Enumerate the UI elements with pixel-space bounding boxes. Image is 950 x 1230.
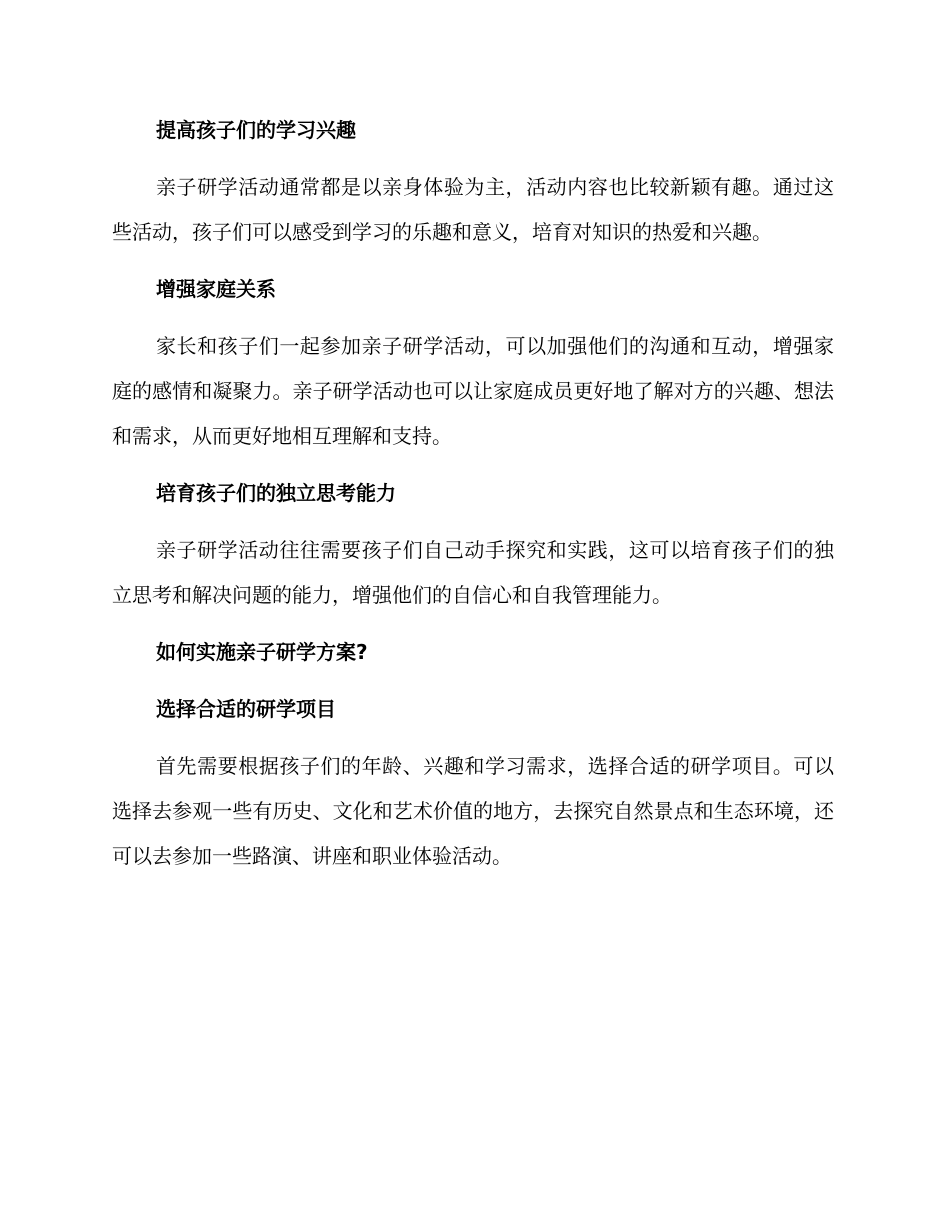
section-heading: 选择合适的研学项目 <box>156 697 336 721</box>
document-body <box>112 108 834 891</box>
section-paragraph: 亲子研学活动往往需要孩子们自己动手探究和实践，这可以培育孩子们的独立思考和解决问题的能力，增强他们的自信心和自我管理能力。 <box>112 538 834 607</box>
section-paragraph: 亲子研学活动通常都是以亲身体验为主，活动内容也比较新颖有趣。通过这些活动，孩子们可以感受到学习的乐趣和意义，培育对知识的热爱和兴趣。 <box>112 175 834 244</box>
section-heading: 增强家庭关系 <box>156 277 276 301</box>
section-heading: 培育孩子们的独立思考能力 <box>156 481 396 505</box>
section-heading: 如何实施亲子研学方案? <box>156 640 368 664</box>
section-heading: 提高孩子们的学习兴趣 <box>156 118 356 142</box>
section-paragraph: 首先需要根据孩子们的年龄、兴趣和学习需求，选择合适的研学项目。可以选择去参观一些有历史、文化和艺术价值的地方，去探究自然景点和生态环境，还可以去参加一些路演、讲座和职业体验活动。 <box>112 754 834 868</box>
section-paragraph: 家长和孩子们一起参加亲子研学活动，可以加强他们的沟通和互动，增强家庭的感情和凝聚力。亲子研学活动也可以让家庭成员更好地了解对方的兴趣、想法和需求，从而更好地相互理解和支持。 <box>112 334 834 448</box>
